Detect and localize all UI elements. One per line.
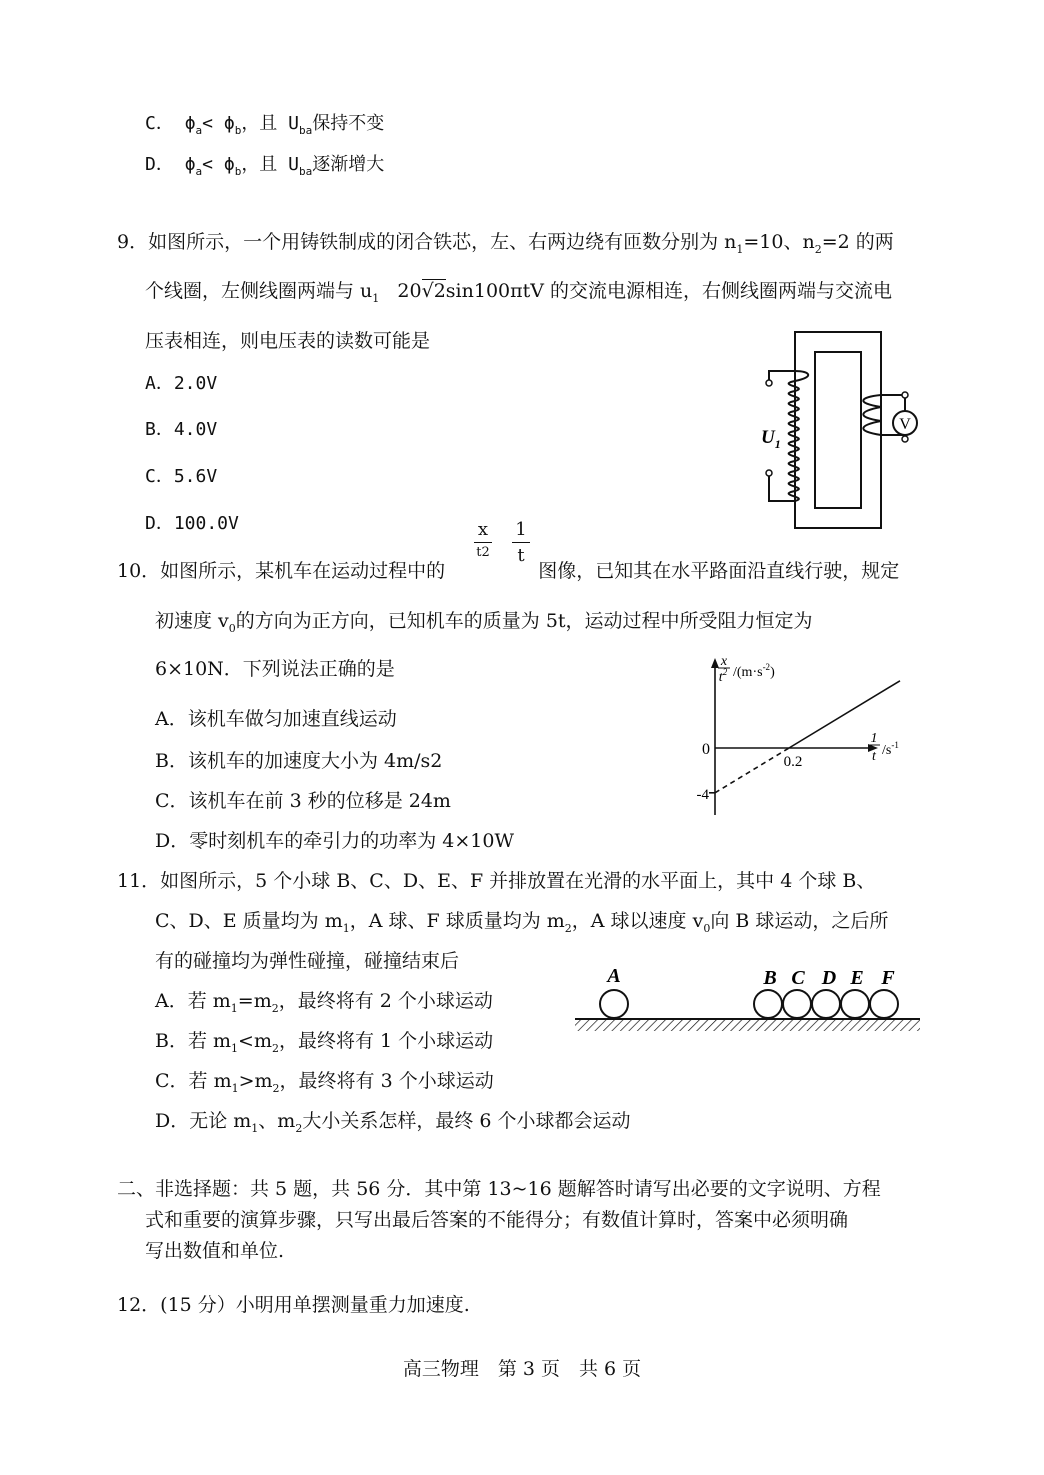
q9-option-d: D．100.0V <box>145 513 239 534</box>
q10-line-3: 6×10N．下列说法正确的是 <box>155 658 395 680</box>
origin-label: 0 <box>702 741 710 758</box>
ball-b-label: B <box>763 967 777 989</box>
ball-f-label: F <box>881 967 895 989</box>
q10-option-d: D．零时刻机车的牵引力的功率为 4×10W <box>155 830 514 852</box>
svg-text:t2: $t^2$ <box>718 667 728 685</box>
ball-e <box>841 990 869 1018</box>
page-footer: 高三物理 第 3 页 共 6 页 <box>402 1358 642 1380</box>
voltmeter-label: V <box>899 416 911 433</box>
ball-c <box>783 990 811 1018</box>
svg-text:/s-1: $/s^{-1}$ <box>882 740 899 758</box>
u1-label: $U_1$ <box>761 427 781 451</box>
svg-text:1: 1 <box>870 731 878 746</box>
q9-option-a: A．2.0V <box>145 373 218 394</box>
q10-option-a: A．该机车做匀加速直线运动 <box>155 708 397 730</box>
ball-e-label: E <box>850 967 864 989</box>
ground-hatch <box>575 1019 920 1031</box>
q10-line-2: 初速度 $v_0$的方向为正方向，已知机车的质量为 5t，运动过程中所受阻力恒定为 <box>155 610 813 635</box>
section2-line-2: 式和重要的演算步骤，只写出最后答案的不能得分；有数值计算时，答案中必须明确 <box>145 1209 849 1231</box>
q11-option-b: B．若 $m_1<m_2$，最终将有 1 个小球运动 <box>155 1030 494 1055</box>
q11-line-3: 有的碰撞均为弹性碰撞，碰撞结束后 <box>155 950 460 972</box>
q11-option-d: D．无论 $m_1$、$m_2$大小关系怎样，最终 6 个小球都会运动 <box>155 1110 631 1135</box>
q10-option-c: C．该机车在前 3 秒的位移是 24m <box>155 790 451 812</box>
q10-fraction-1-t: 1 t <box>512 519 530 566</box>
svg-text:t: t <box>872 749 876 764</box>
q11-line-1: 11．如图所示，5 个小球 B、C、D、E、F 并排放置在光滑的水平面上，其中 4 个球 B、 <box>117 870 876 892</box>
q8-option-d: D． $\phi_a< \phi_b$，且 $U_{ba}$逐渐增大 <box>145 154 385 178</box>
series-dashed-line <box>715 748 789 793</box>
q10-option-b: B．该机车的加速度大小为 4m/s2 <box>155 750 443 772</box>
q10-fraction-x-t2: x t2 <box>474 519 492 560</box>
q11-option-c: C．若 $m_1>m_2$，最终将有 3 个小球运动 <box>155 1070 494 1095</box>
x-tick-label: 0.2 <box>783 754 803 770</box>
svg-text:/(m·s-2): $/(m\cdot s^{-2})$ <box>733 662 775 680</box>
y-tick-label: -4 <box>696 786 709 803</box>
q9-line-1: 9．如图所示，一个用铸铁制成的闭合铁芯，左、右两边绕有匝数分别为 $n_1=10$、$n_2=2$ 的两 <box>117 231 894 256</box>
svg-text:x: x <box>720 654 728 669</box>
q9-line-2: 个线圈，左侧线圈两端与 $u_1$ 20√2sin100πtV 的交流电源相连，右侧线圈两端与交流电 <box>145 280 893 305</box>
q8-option-c: C． $\phi_a< \phi_b$，且 $U_{ba}$保持不变 <box>145 113 385 137</box>
ball-a <box>600 990 628 1018</box>
balls-figure <box>570 962 925 1042</box>
ball-d-label: D <box>821 967 837 989</box>
sqrt-sign: √2 <box>421 280 446 302</box>
ball-f <box>870 990 898 1018</box>
q9-option-c: C．5.6V <box>145 466 218 487</box>
ball-a-label: A <box>607 965 621 987</box>
y-axis-arrow <box>711 658 719 668</box>
q9-option-b: B．4.0V <box>145 419 218 440</box>
series-solid-line <box>789 681 900 748</box>
q12-line-1: 12．(15 分）小明用单摆测量重力加速度. <box>117 1294 470 1316</box>
q10-line-1: 10．如图所示，某机车在运动过程中的 图像，已知其在水平路面沿直线行驶，规定 <box>117 560 900 582</box>
q9-line-3: 压表相连，则电压表的读数可能是 <box>145 330 431 352</box>
ball-b <box>754 990 782 1018</box>
section2-line-1: 二、非选择题：共 5 题，共 56 分．其中第 13~16 题解答时请写出必要的文字说明、方程 <box>117 1178 881 1200</box>
q11-line-2: C、D、E 质量均为 $m_1$，A 球、F 球质量均为 $m_2$，A 球以速度 $v_0$向 B 球运动，之后所 <box>155 910 889 935</box>
q11-option-a: A．若 $m_1=m_2$，最终将有 2 个小球运动 <box>155 990 493 1015</box>
section2-line-3: 写出数值和单位. <box>145 1240 285 1262</box>
ball-c-label: C <box>791 967 805 989</box>
xt2-vs-1t-chart <box>690 650 920 820</box>
transformer-figure <box>755 325 935 535</box>
ball-d <box>812 990 840 1018</box>
y-axis-label <box>718 654 775 685</box>
